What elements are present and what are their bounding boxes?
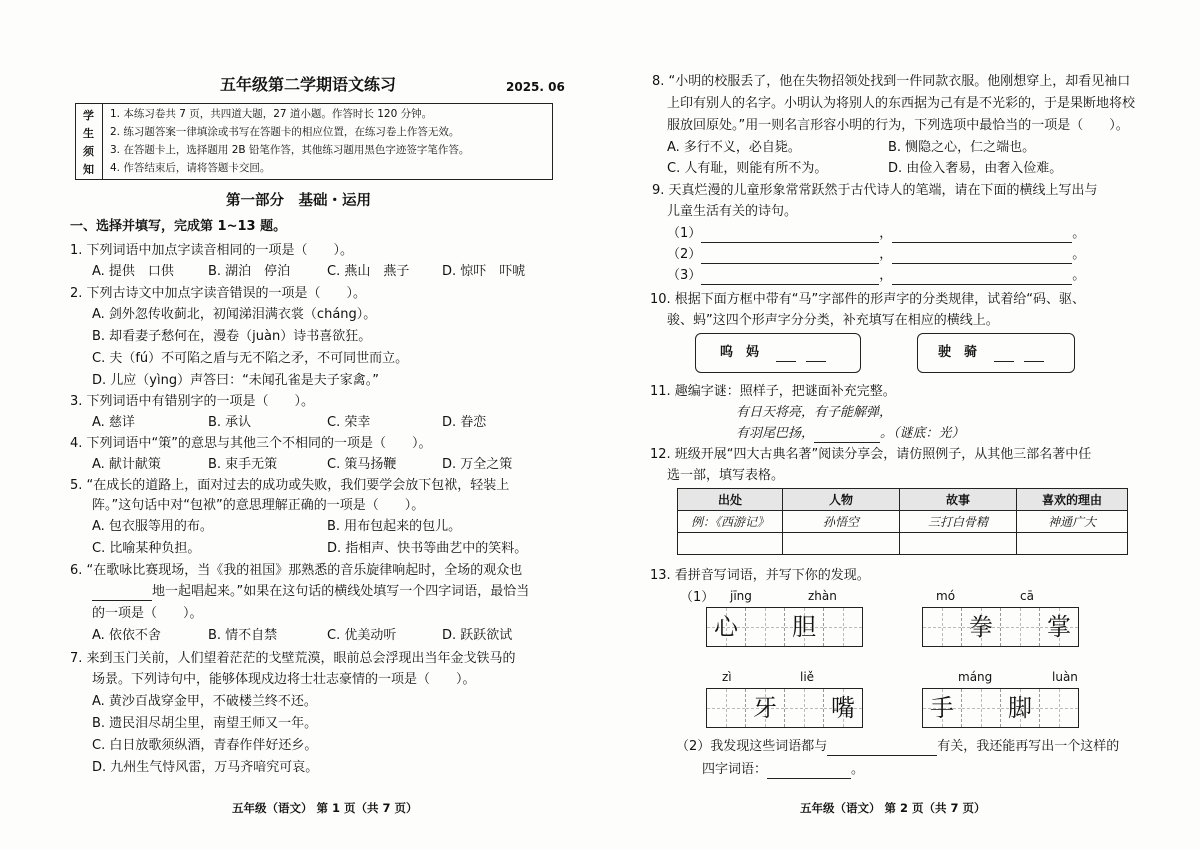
pinyin: jīng xyxy=(730,589,752,603)
grid-char: 手 xyxy=(930,694,954,722)
q4-option: B. 束手无策 xyxy=(208,457,278,472)
grid-cell xyxy=(746,689,785,727)
q5-option: C. 比喻某种负担。 xyxy=(92,541,201,556)
notice-label-char: 学 xyxy=(83,109,94,122)
page-footer-2: 五年级（语文） 第 2 页（共 7 页） xyxy=(800,801,986,815)
question-10-line1: 10. 根据下面方框中带有“马”字部件的形声字的分类规律，试着给“码、驱、 xyxy=(650,292,1086,307)
q13-part2-text: 有关，我还能再写出一个这样的 xyxy=(937,739,1120,754)
riddle-line-2 xyxy=(736,425,965,443)
q6-option: A. 依依不舍 xyxy=(92,628,161,643)
grid-char: 嘴 xyxy=(831,694,855,722)
table-header: 出处 xyxy=(678,489,783,511)
question-12-line2: 选一部，填写表格。 xyxy=(667,468,785,483)
q6-option: D. 跃跃欲试 xyxy=(442,628,513,643)
q9-number: （3） xyxy=(667,268,702,283)
grid-cell-blank[interactable] xyxy=(824,608,862,646)
table-header: 喜欢的理由 xyxy=(1017,489,1128,511)
q13-part2-line1 xyxy=(676,738,1119,756)
q1-option: D. 惊吓 吓唬 xyxy=(442,264,526,279)
word-grid-3 xyxy=(706,688,863,728)
pinyin: liě xyxy=(800,670,815,684)
reading-share-table xyxy=(677,488,1128,555)
q10-blank[interactable] xyxy=(776,347,796,362)
q1-option: C. 燕山 燕子 xyxy=(327,264,410,279)
q9-answer-row: （3） ， 。 xyxy=(667,268,1086,283)
q4-option: C. 策马扬鞭 xyxy=(327,457,397,472)
q2-option: A. 剑外忽传收蓟北，初闻涕泪满衣裳（cháng）。 xyxy=(92,307,377,322)
q5-option: A. 包衣服等用的布。 xyxy=(92,519,213,534)
grid-cell xyxy=(785,608,824,646)
grid-cell xyxy=(707,608,746,646)
question-8-line2: 上印有别人的名字。小明认为将别人的东西据为己有是不光彩的，于是果断地将校 xyxy=(667,96,1136,111)
table-answer-cell[interactable] xyxy=(783,533,900,555)
q9-blank[interactable] xyxy=(701,228,879,243)
grid-cell-blank[interactable] xyxy=(746,608,785,646)
word-grid-1 xyxy=(706,607,863,647)
table-answer-cell[interactable] xyxy=(900,533,1017,555)
q7-option: C. 白日放歌须纵酒，青春作伴好还乡。 xyxy=(92,738,318,753)
question-7-line2: 场景。下列诗句中，能够体现戍边将士壮志豪情的一项是（ ）。 xyxy=(92,672,476,687)
notice-label-char: 知 xyxy=(83,163,94,176)
q10-box-1-chars: 呜 妈 xyxy=(720,345,760,360)
grid-char: 掌 xyxy=(1047,613,1071,641)
grid-char: 胆 xyxy=(792,613,816,641)
grid-cell-blank[interactable] xyxy=(785,689,824,727)
student-notice-box xyxy=(75,103,553,180)
question-11-line1: 11. 趣编字谜：照样子，把谜面补充完整。 xyxy=(650,384,896,399)
q7-option: D. 九州生气恃风雷，万马齐喑究可哀。 xyxy=(92,760,319,775)
table-row-example xyxy=(678,511,1128,533)
pinyin: mó xyxy=(936,589,956,603)
grid-cell xyxy=(1040,608,1078,646)
table-header: 故事 xyxy=(900,489,1017,511)
q6-option: C. 优美动听 xyxy=(327,628,397,643)
q4-option: D. 万全之策 xyxy=(442,457,513,472)
q2-option: B. 却看妻子愁何在，漫卷（juàn）诗书喜欲狂。 xyxy=(92,329,372,344)
table-cell: 例：《西游记》 xyxy=(678,511,783,533)
q3-option: D. 眷恋 xyxy=(442,415,487,430)
q9-blank[interactable] xyxy=(892,249,1072,264)
q6-option: B. 情不自禁 xyxy=(208,628,278,643)
q13-blank[interactable] xyxy=(827,741,937,756)
question-1: 1. 下列词语中加点字读音相同的一项是（ ）。 xyxy=(70,243,354,258)
question-6-line1: 6. “在歌咏比赛现场，当《我的祖国》那熟悉的音乐旋律响起时，全场的观众也 xyxy=(70,563,523,578)
grid-cell xyxy=(1001,689,1040,727)
question-7-line1: 7. 来到玉门关前，人们望着茫茫的戈壁荒漠，眼前总会浮现出当年金戈铁马的 xyxy=(70,651,516,666)
q8-option: B. 恻隐之心，仁之端也。 xyxy=(888,140,1036,155)
q9-number: （2） xyxy=(667,247,702,262)
notice-line: 2. 练习题答案一律填涂或书写在答题卡的相应位置，在练习卷上作答无效。 xyxy=(110,126,460,138)
q5-option: B. 用布包起来的包儿。 xyxy=(327,519,462,534)
q8-option: A. 多行不义，必自毙。 xyxy=(667,140,801,155)
pinyin: zhàn xyxy=(808,589,837,603)
question-5-line1: 5. “在成长的道路上，面对过去的成功或失败，我们要学会放下包袱，轻装上 xyxy=(70,478,510,493)
q3-option: A. 慈详 xyxy=(92,415,135,430)
exam-title: 五年级第二学期语文练习 xyxy=(220,75,397,94)
q10-box-2 xyxy=(917,333,1075,373)
notice-label-char: 须 xyxy=(83,145,94,158)
grid-char: 牙 xyxy=(753,694,777,722)
q10-box-1-content xyxy=(720,344,826,362)
q8-option: D. 由俭入奢易，由奢入俭难。 xyxy=(888,161,1063,176)
q2-option: C. 夫（fú）不可陷之盾与无不陷之矛，不可同世而立。 xyxy=(92,351,409,366)
table-answer-cell[interactable] xyxy=(678,533,783,555)
q11-blank[interactable] xyxy=(814,428,880,443)
q4-option: A. 献计献策 xyxy=(92,457,161,472)
q9-blank[interactable] xyxy=(892,270,1072,285)
q13-blank[interactable] xyxy=(767,764,851,779)
question-8-line1: 8. “小明的校服丢了，他在失物招领处找到一件同款衣服。他刚想穿上，却看见袖口 xyxy=(652,74,1131,89)
q13-part2-text: （2）我发现这些词语都与 xyxy=(676,739,828,754)
riddle-answer-hint: 。（谜底：光） xyxy=(880,426,965,441)
notice-line: 4. 作答结束后，请将答题卡交回。 xyxy=(110,162,271,174)
notice-label-char: 生 xyxy=(83,127,94,140)
riddle-line-2-text: 有羽尾巴扬， xyxy=(736,426,815,441)
q13-part2-text: 。 xyxy=(851,762,865,777)
question-5-line2: 阵。”这句话中对“包袱”的意思理解正确的一项是（ ）。 xyxy=(92,498,425,513)
question-4: 4. 下列词语中“策”的意思与其他三个不相同的一项是（ ）。 xyxy=(70,436,432,451)
question-6-line3: 的一项是（ ）。 xyxy=(92,606,203,621)
exam-date: 2025. 06 xyxy=(506,80,565,94)
right-page xyxy=(600,0,1200,849)
question-13: 13. 看拼音写词语，并写下你的发现。 xyxy=(650,568,870,583)
table-header: 人物 xyxy=(783,489,900,511)
table-cell: 孙悟空 xyxy=(783,511,900,533)
question-6-line2 xyxy=(92,583,529,601)
q10-box-2-chars: 驶 骑 xyxy=(938,345,978,360)
word-grid-2 xyxy=(922,607,1079,647)
question-2: 2. 下列古诗文中加点字读音错误的一项是（ ）。 xyxy=(70,286,367,301)
table-header-row xyxy=(678,489,1128,511)
q9-blank[interactable] xyxy=(701,249,879,264)
riddle-line-1: 有日天将亮，有子能解弹， xyxy=(736,405,893,420)
grid-cell-blank[interactable] xyxy=(923,608,962,646)
grid-char: 拳 xyxy=(969,613,993,641)
question-9-line2: 儿童生活有关的诗句。 xyxy=(667,204,798,219)
question-9-line1: 9. 天真烂漫的儿童形象常常跃然于古代诗人的笔端，请在下面的横线上写出与 xyxy=(652,183,1098,198)
q13-part1-label: （1） xyxy=(680,590,715,605)
notice-line: 1. 本练习卷共 7 页，共四道大题，27 道小题。作答时长 120 分钟。 xyxy=(110,108,433,120)
q10-box-2-content xyxy=(938,344,1044,362)
grid-char: 心 xyxy=(714,613,738,641)
pinyin: luàn xyxy=(1052,670,1078,684)
q10-blank[interactable] xyxy=(994,347,1014,362)
q10-blank[interactable] xyxy=(1024,347,1044,362)
q3-option: B. 承认 xyxy=(208,415,252,430)
q9-answer-row: （1） ， 。 xyxy=(667,226,1086,241)
grid-cell-blank[interactable] xyxy=(962,689,1001,727)
question-10-line2: 骏、蚂”这四个形声字分分类，补充填写在相应的横线上。 xyxy=(667,313,999,328)
grid-cell xyxy=(962,608,1001,646)
section-heading: 一、选择并填写，完成第 1~13 题。 xyxy=(70,219,287,234)
q6-line2-text: 地一起唱起来。”如果在这句话的横线处填写一个四字词语，最恰当 xyxy=(152,584,530,599)
question-12-line1: 12. 班级开展“四大古典名著”阅读分享会，请仿照例子，从其他三部名著中任 xyxy=(650,447,1092,462)
q5-option: D. 指相声、快书等曲艺中的笑料。 xyxy=(327,541,528,556)
page-footer-1: 五年级（语文） 第 1 页（共 7 页） xyxy=(232,801,418,815)
q1-option: A. 提供 口供 xyxy=(92,264,174,279)
notice-label xyxy=(76,104,103,179)
table-answer-cell[interactable] xyxy=(1017,533,1128,555)
q7-option: A. 黄沙百战穿金甲，不破楼兰终不还。 xyxy=(92,694,317,709)
q9-number: （1） xyxy=(667,226,702,241)
q9-blank[interactable] xyxy=(892,228,1072,243)
word-grid-4 xyxy=(922,688,1079,728)
grid-cell-blank[interactable] xyxy=(1040,689,1078,727)
grid-cell xyxy=(923,689,962,727)
pinyin: máng xyxy=(958,670,993,684)
q13-part2-line2 xyxy=(702,761,864,779)
pinyin: zì xyxy=(722,670,732,684)
grid-cell-blank[interactable] xyxy=(1001,608,1040,646)
pinyin: cā xyxy=(1020,589,1034,603)
table-row-answer xyxy=(678,533,1128,555)
q9-blank[interactable] xyxy=(701,270,879,285)
q9-answer-row: （2） ， 。 xyxy=(667,247,1086,262)
q6-answer-blank[interactable] xyxy=(92,586,152,601)
grid-cell-blank[interactable] xyxy=(707,689,746,727)
table-cell: 三打白骨精 xyxy=(900,511,1017,533)
question-8-line3: 服放回原处。”用一则名言形容小明的行为，下列选项中最恰当的一项是（ ）。 xyxy=(667,118,1129,133)
part-title: 第一部分 基础・运用 xyxy=(226,193,371,209)
grid-cell xyxy=(824,689,862,727)
q7-option: B. 遗民泪尽胡尘里，南望王师又一年。 xyxy=(92,716,318,731)
question-3: 3. 下列词语中有错别字的一项是（ ）。 xyxy=(70,394,315,409)
q10-blank[interactable] xyxy=(806,347,826,362)
q13-part2-text: 四字词语： xyxy=(702,762,768,777)
q8-option: C. 人有耻，则能有所不为。 xyxy=(667,161,828,176)
q3-option: C. 荣幸 xyxy=(327,415,371,430)
table-cell: 神通广大 xyxy=(1017,511,1128,533)
q2-option: D. 儿应（yìng）声答曰：“未闻孔雀是夫子家禽。” xyxy=(92,373,380,388)
q1-option: B. 湖泊 停泊 xyxy=(208,264,291,279)
grid-char: 脚 xyxy=(1008,694,1032,722)
q10-box-1 xyxy=(695,333,861,373)
notice-line: 3. 在答题卡上，选择题用 2B 铅笔作答，其他练习题用黑色字迹签字笔作答。 xyxy=(110,144,470,156)
